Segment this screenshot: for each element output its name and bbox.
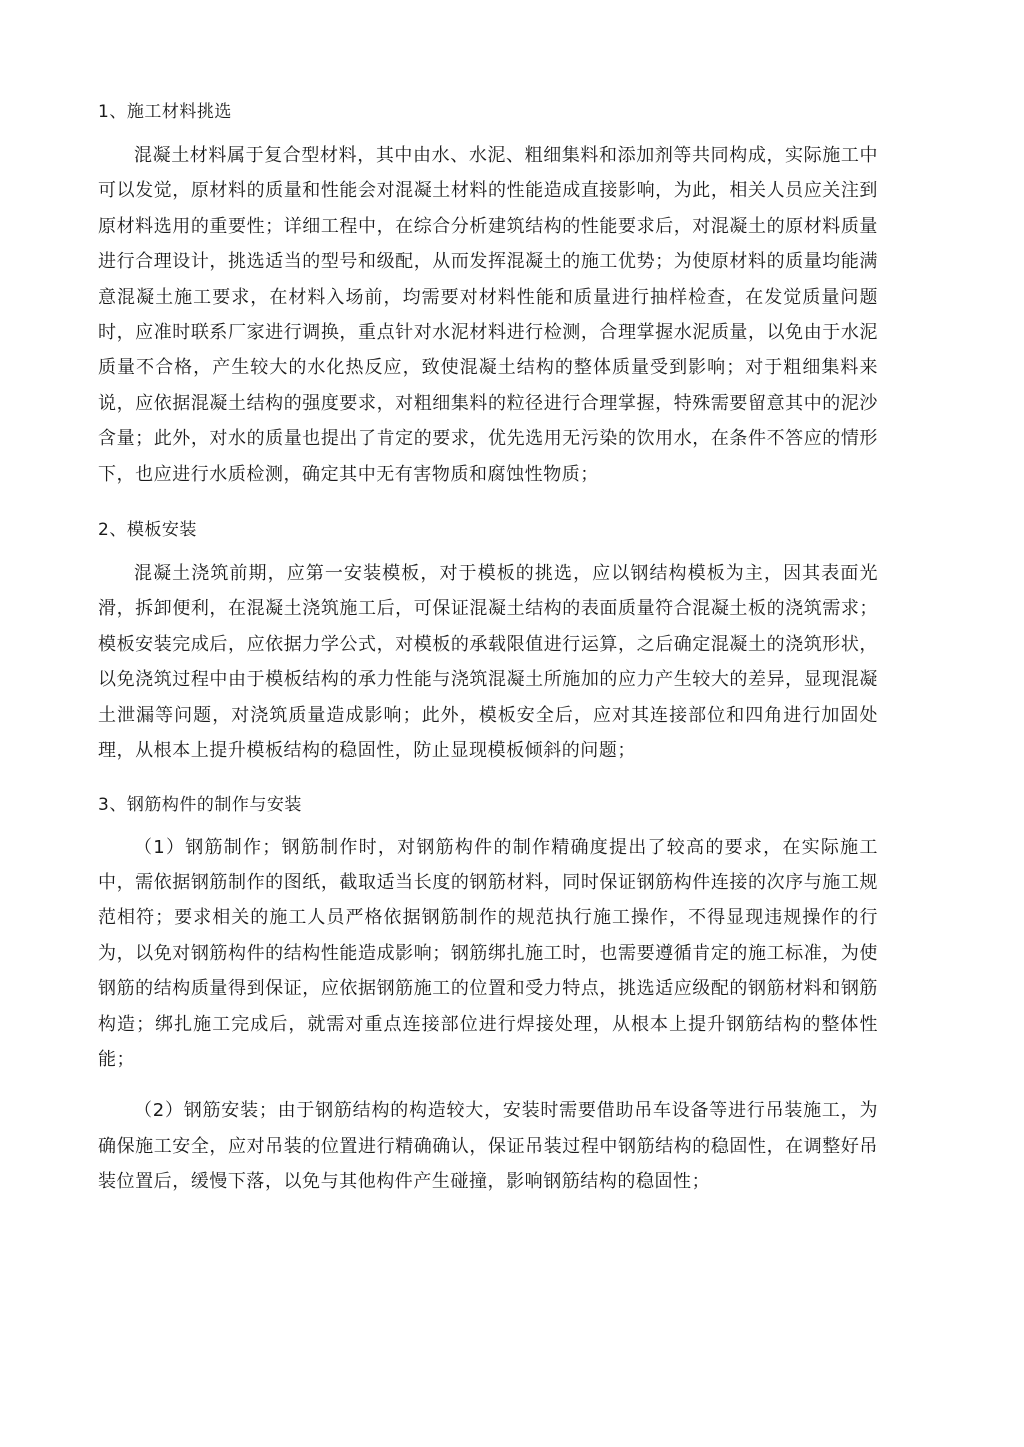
- paragraph-materials: 混凝土材料属于复合型材料，其中由水、水泥、粗细集料和添加剂等共同构成，实际施工中可以发觉，原材料的质量和性能会对混凝土材料的性能造成直接影响，为此，相关人员应关注到原材料选用的重要性；详细工程中，在综合分析建筑结构的性能要求后，对混凝土的原材料质量进行合理设计，挑选适当的型号和级配，从而发挥混凝土的施工优势；为使原材料的质量均能满意混凝土施工要求，在材料入场前，均需要对材料性能和质量进行抽样检查，在发觉质量问题时，应准时联系厂家进行调换，重点针对水泥材料进行检测，合理掌握水泥质量，以免由于水泥质量不合格，产生较大的水化热反应，致使混凝土结构的整体质量受到影响；对于粗细集料来说，应依据混凝土结构的强度要求，对粗细集料的粒径进行合理掌握，特殊需要留意其中的泥沙含量；此外，对水的质量也提出了肯定的要求，优先选用无污染的饮用水，在条件不答应的情形下，也应进行水质检测，确定其中无有害物质和腐蚀性物质；: [98, 145, 878, 485]
- section-heading-materials: 1、施工材料挑选: [98, 102, 232, 122]
- paragraph-rebar-fabrication: （1）钢筋制作；钢筋制作时，对钢筋构件的制作精确度提出了较高的要求，在实际施工中，需依据钢筋制作的图纸，截取适当长度的钢筋材料，同时保证钢筋构件连接的次序与施工规范相符；要求相关的施工人员严格依据钢筋制作的规范执行施工操作，不得显现违规操作的行为，以免对钢筋构件的结构性能造成影响；钢筋绑扎施工时，也需要遵循肯定的施工标准，为使钢筋的结构质量得到保证，应依据钢筋施工的位置和受力特点，挑选适应级配的钢筋材料和钢筋构造；绑扎施工完成后，就需对重点连接部位进行焊接处理，从根本上提升钢筋结构的整体性能；: [98, 836, 878, 1070]
- paragraph-rebar-installation: （2）钢筋安装；由于钢筋结构的构造较大，安装时需要借助吊车设备等进行吊装施工，为确保施工安全，应对吊装的位置进行精确确认，保证吊装过程中钢筋结构的稳固性，在调整好吊装位置后，缓慢下落，以免与其他构件产生碰撞，影响钢筋结构的稳固性；: [98, 1100, 878, 1193]
- paragraph-formwork: 混凝土浇筑前期，应第一安装模板，对于模板的挑选，应以钢结构模板为主，因其表面光滑，拆卸便利，在混凝土浇筑施工后，可保证混凝土结构的表面质量符合混凝土板的浇筑需求；模板安装完成后，应依据力学公式，对模板的承载限值进行运算，之后确定混凝土的浇筑形状，以免浇筑过程中由于模板结构的承力性能与浇筑混凝土所施加的应力产生较大的差异，显现混凝土泄漏等问题，对浇筑质量造成影响；此外，模板安全后，应对其连接部位和四角进行加固处理，从根本上提升模板结构的稳固性，防止显现模板倾斜的问题；: [98, 563, 878, 762]
- section-heading-rebar: 3、钢筋构件的制作与安装: [98, 794, 302, 815]
- section-heading-formwork: 2、模板安装: [98, 520, 197, 541]
